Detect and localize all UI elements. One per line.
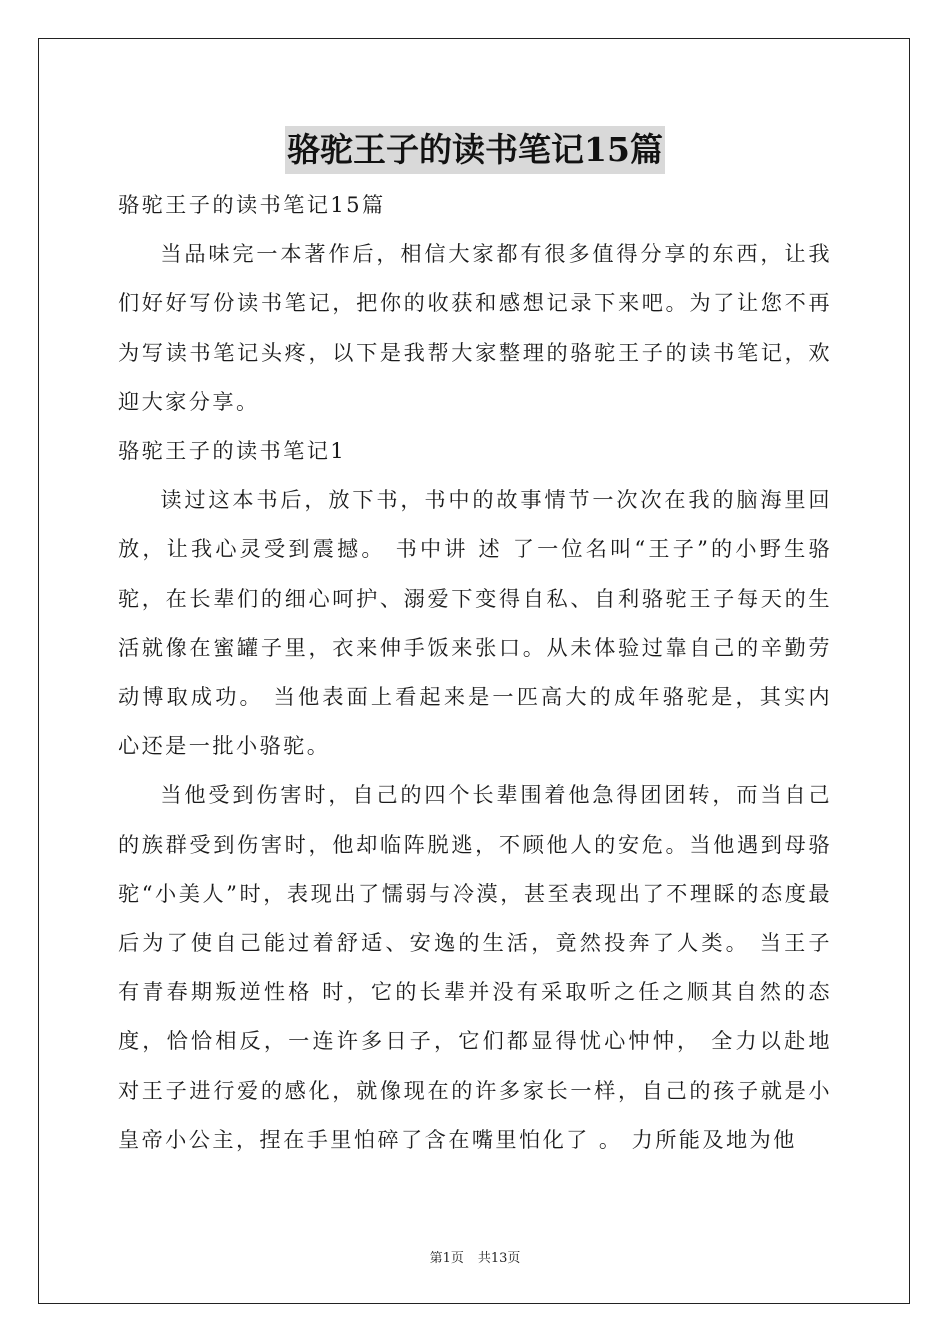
document-body	[118, 180, 832, 1164]
body-paragraph: 读过这本书后，放下书，书中的故事情节一次次在我的脑海里回放，让我心灵受到震撼。 书中讲 述 了一位名叫“王子”的小野生骆驼，在长辈们的细心呵护、溺爱下变得自私、自利骆驼王子每天的生活就像在蜜罐子里，衣来伸手饭来张口。从未体验过靠自己的辛勤劳动博取成功。 当他表面上看起来是一匹高大的成年骆驼是，其实内心还是一批小骆驼。	[118, 487, 832, 759]
document-title: 骆驼王子的读书笔记15篇	[285, 126, 665, 174]
section-heading: 骆驼王子的读书笔记1	[118, 438, 347, 464]
page-total: 共13页	[477, 1251, 521, 1266]
title-container	[0, 126, 950, 174]
page-number: 第1页	[429, 1251, 464, 1266]
body-paragraph: 当他受到伤害时，自己的四个长辈围着他急得团团转，而当自己的族群受到伤害时，他却临阵脱逃，不顾他人的安危。当他遇到母骆驼“小美人”时，表现出了懦弱与冷漠，甚至表现出了不理睬的态度最后为了使自己能过着舒适、安逸的生活，竟然投奔了人类。 当王子 有青春期叛逆性格 时，它的长辈并没有采取听之任之顺其自然的态度，恰恰相反，一连许多日子，它们都显得忧心忡忡， 全力以赴地对王子进行爱的感化，就像现在的许多家长一样，自己的孩子就是小皇帝小公主，捏在手里怕碎了含在嘴里怕化了 。 力所能及地为他	[118, 782, 832, 1152]
document-subtitle: 骆驼王子的读书笔记15篇	[118, 192, 386, 217]
intro-paragraph: 当品味完一本著作后，相信大家都有很多值得分享的东西，让我们好好写份读书笔记，把你的收获和感想记录下来吧。为了让您不再为写读书笔记头疼，以下是我帮大家整理的骆驼王子的读书笔记，欢迎大家分享。	[118, 241, 832, 414]
page-footer	[0, 1247, 950, 1266]
